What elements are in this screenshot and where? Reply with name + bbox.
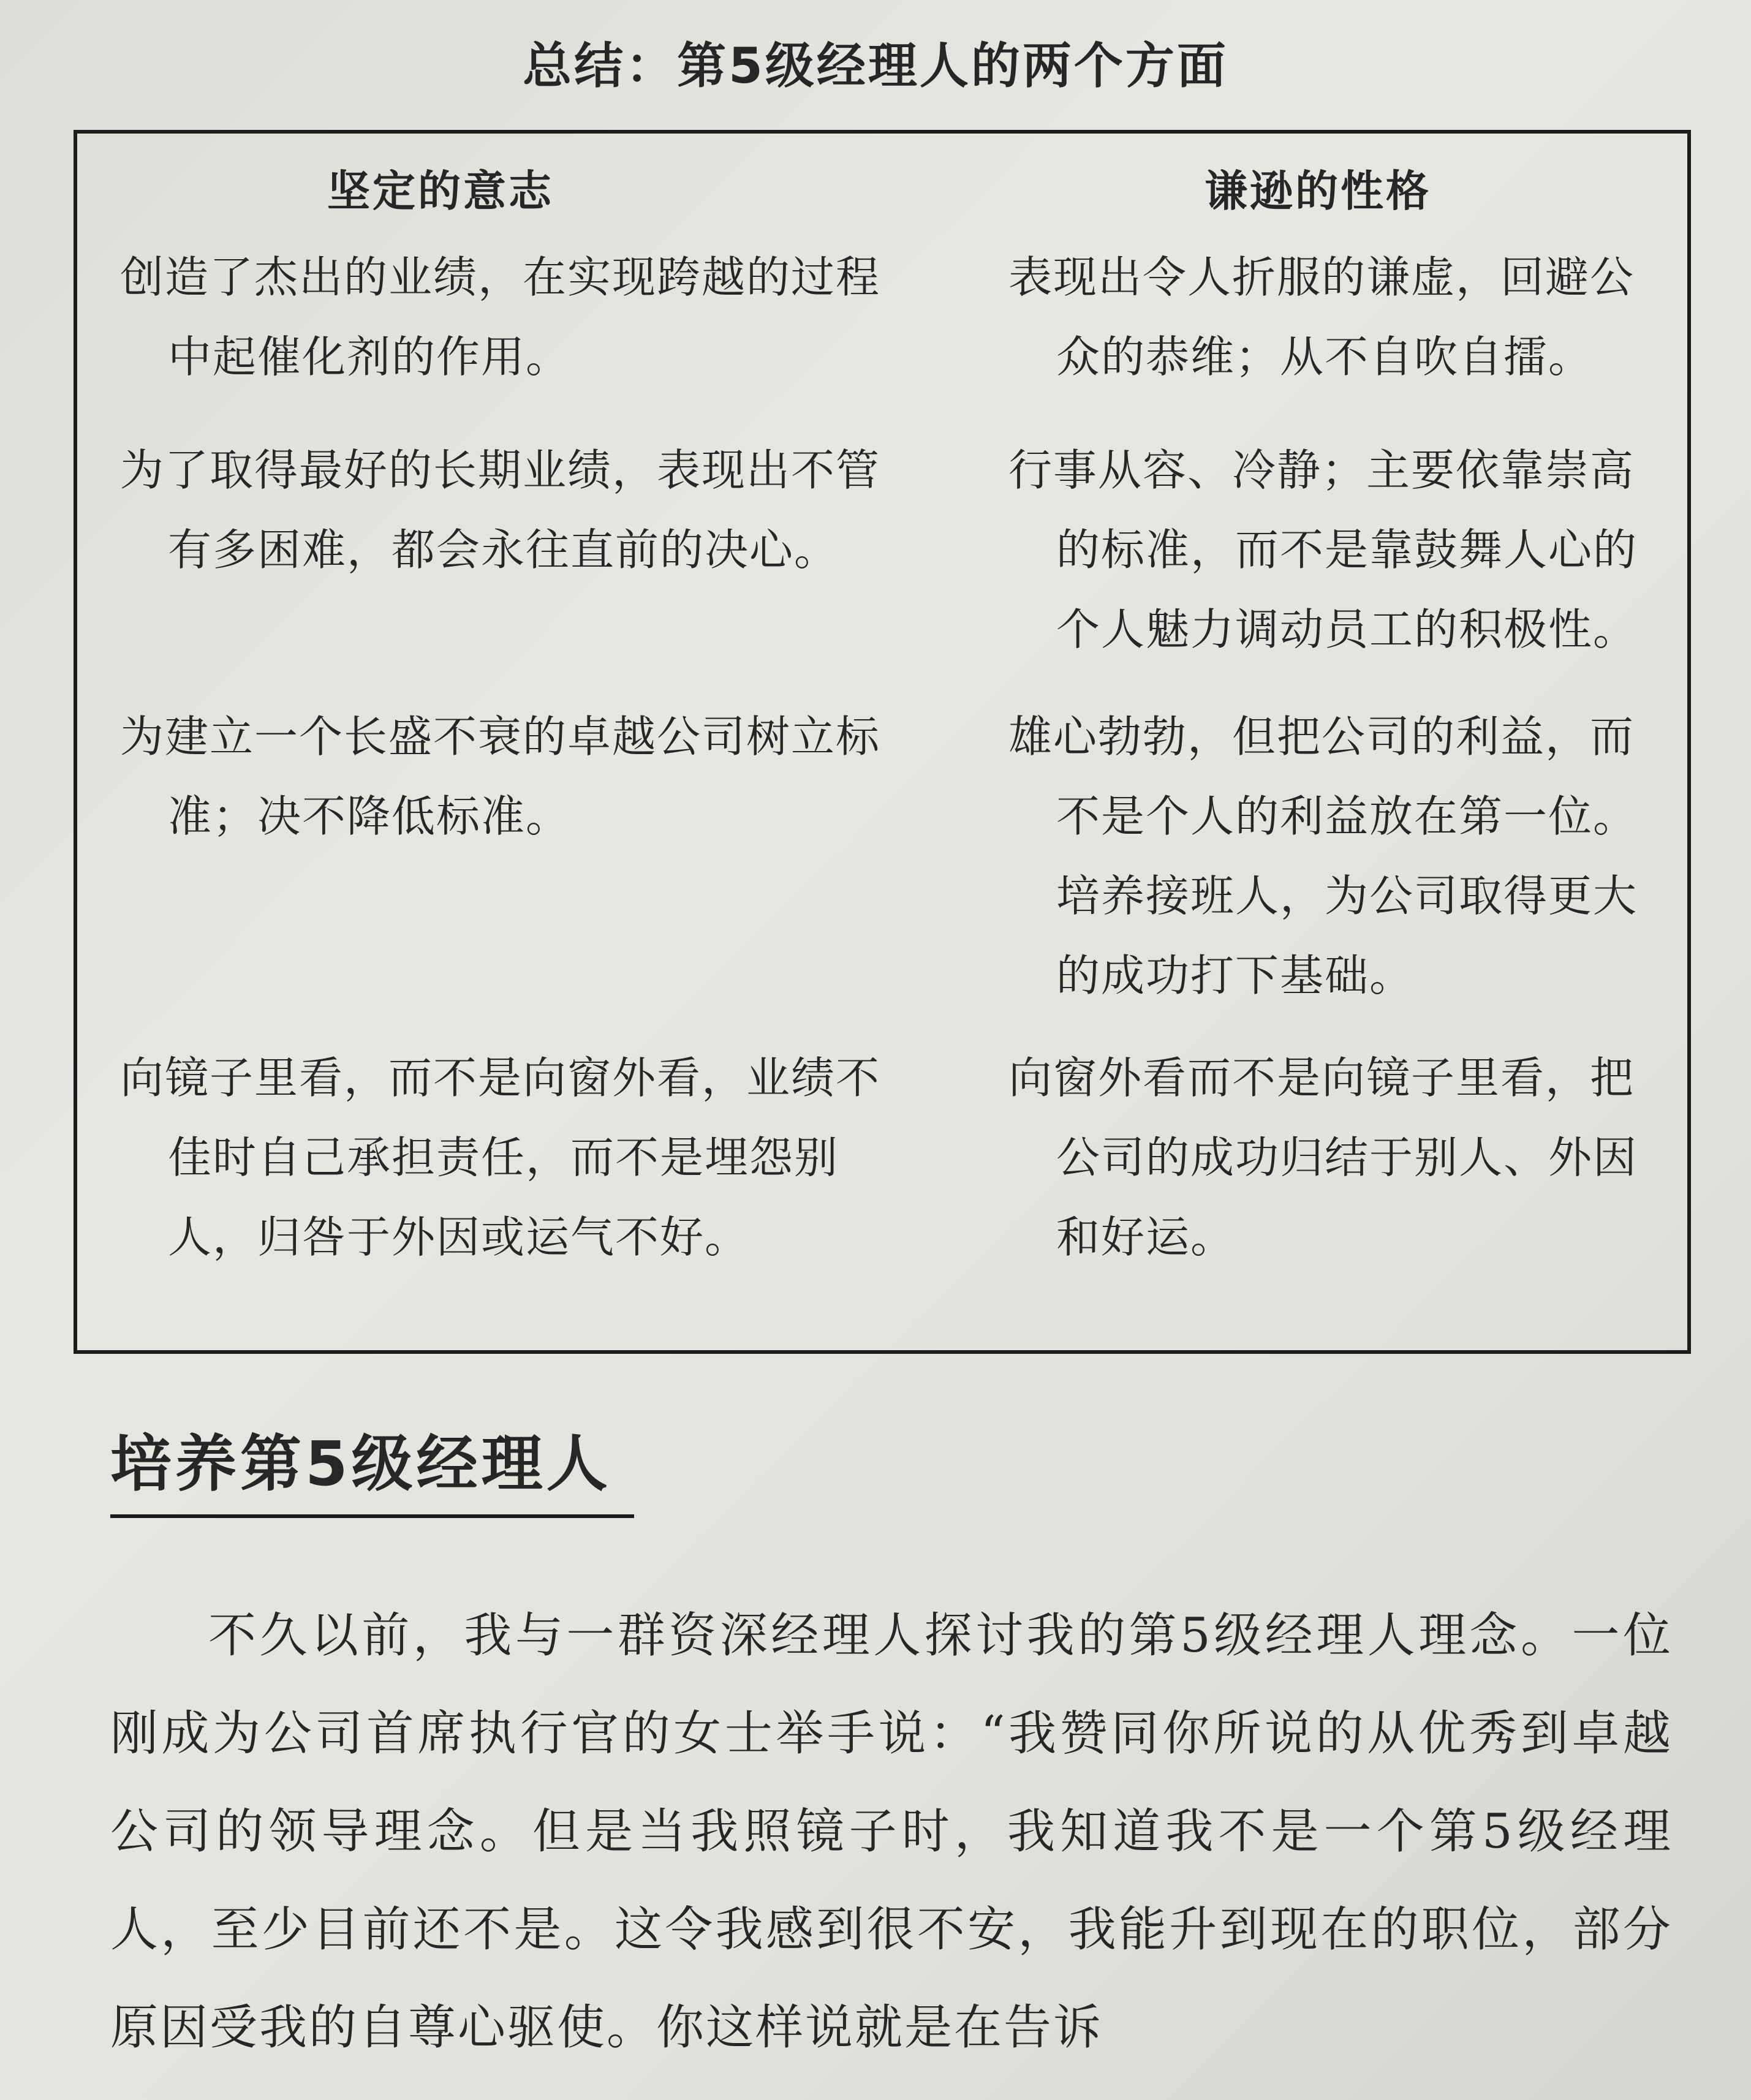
will-item: 向镜子里看，而不是向窗外看，业绩不佳时自己承担责任，而不是埋怨别人，归咎于外因或运气不好。 [120, 1052, 881, 1263]
section-heading: 培养第5级经理人 [110, 1428, 611, 1500]
summary-title: 总结：第5级经理人的两个方面 [523, 37, 1228, 94]
humility-item: 表现出令人折服的谦虚，回避公众的恭维；从不自吹自擂。 [1008, 252, 1635, 382]
humility-item: 向窗外看而不是向镜子里看，把公司的成功归结于别人、外因和好运。 [1008, 1052, 1638, 1263]
summary-table [74, 130, 1691, 1354]
column-heading-will: 坚定的意志 [327, 166, 554, 216]
section-heading-underline [110, 1514, 634, 1518]
humility-item: 雄心勃勃，但把公司的利益，而不是个人的利益放在第一位。培养接班人，为公司取得更大的成功打下基础。 [1008, 711, 1638, 1001]
will-item: 创造了杰出的业绩，在实现跨越的过程中起催化剂的作用。 [120, 252, 881, 382]
body-paragraph: 不久以前，我与一群资深经理人探讨我的第5级经理人理念。一位刚成为公司首席执行官的女士举手说：“我赞同你所说的从优秀到卓越公司的领导理念。但是当我照镜子时，我知道我不是一个第5级经理人，至少目前还不是。这令我感到很不安，我能升到现在的职位，部分原因受我的自尊心驱使。你这样说就是在告诉 [110, 1608, 1673, 2055]
will-item: 为建立一个长盛不衰的卓越公司树立标准；决不降低标准。 [120, 711, 881, 842]
will-item: 为了取得最好的长期业绩，表现出不管有多困难，都会永往直前的决心。 [120, 445, 881, 575]
humility-item: 行事从容、冷静；主要依靠崇高的标准，而不是靠鼓舞人心的个人魅力调动员工的积极性。 [1008, 445, 1638, 655]
column-heading-humility: 谦逊的性格 [1205, 166, 1431, 216]
